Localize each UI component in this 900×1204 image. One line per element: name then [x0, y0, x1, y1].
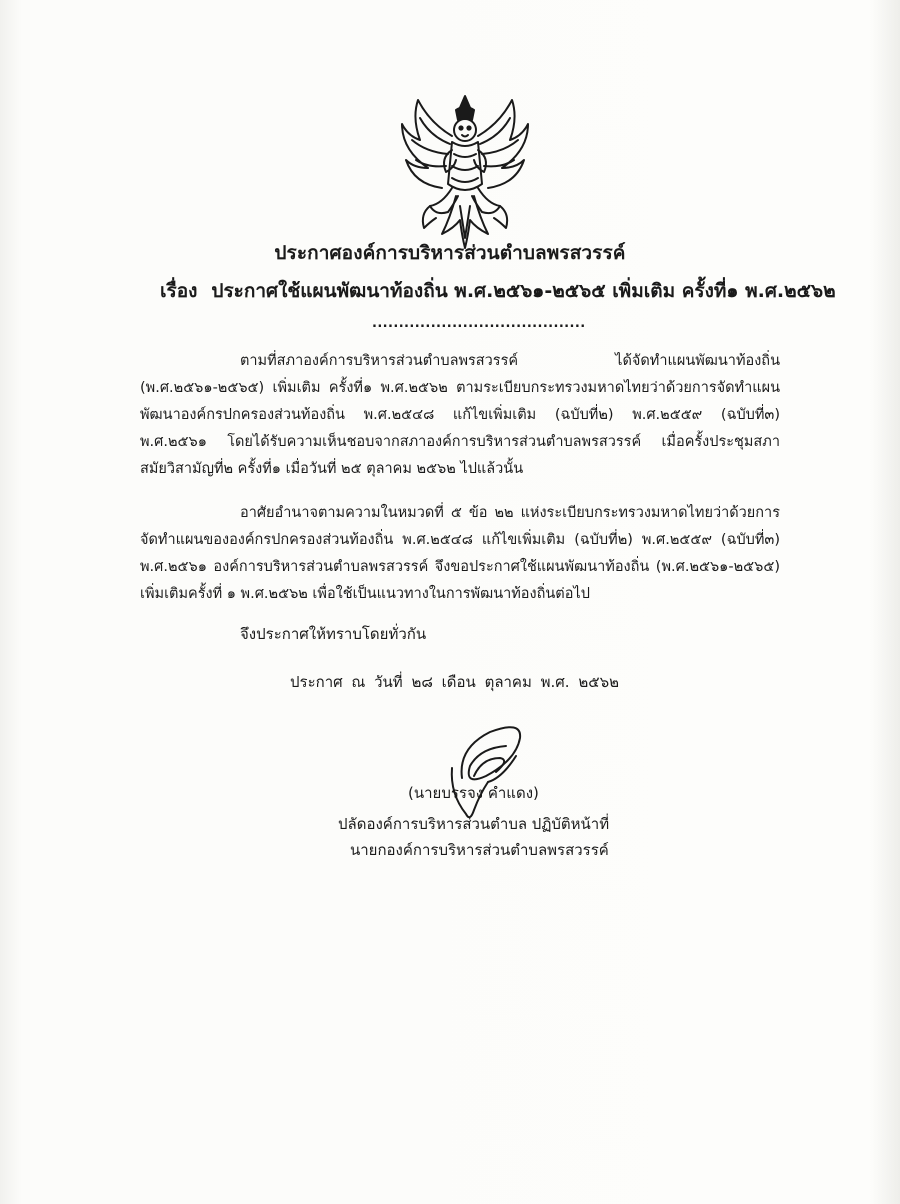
paragraph-2	[140, 500, 780, 608]
paragraph-2-text: อาศัยอำนาจตามความในหมวดที่ ๕ ข้อ ๒๒ แห่งระเบียบกระทรวงมหาดไทยว่าด้วยการจัดทำแผนขององค์กรปกครองส่วนท้องถิ่น พ.ศ.๒๕๔๘ แก้ไขเพิ่มเติม (ฉบับที่๒) พ.ศ.๒๕๕๙ (ฉบับที่๓) พ.ศ.๒๕๖๑ องค์การบริหารส่วนตำบลพรสวรรค์ จึงขอประกาศใช้แผนพัฒนาท้องถิ่น (พ.ศ.๒๕๖๑-๒๕๖๕) เพิ่มเติมครั้งที่ ๑ พ.ศ.๒๕๖๒ เพื่อใช้เป็นแนวทางในการพัฒนาท้องถิ่นต่อไป	[140, 505, 780, 602]
signatory-name: (นายบรรจง คำแดง)	[408, 784, 539, 802]
signatory-position-2: นายกองค์การบริหารส่วนตำบลพรสวรรค์	[350, 841, 609, 859]
garuda-emblem-icon	[390, 88, 540, 253]
organization-title: ประกาศองค์การบริหารส่วนตำบลพรสวรรค์	[274, 242, 626, 264]
announcement-date: ประกาศ ณ วันที่ ๒๘ เดือน ตุลาคม พ.ศ. ๒๕๖๒	[290, 673, 619, 691]
dotted-divider: ........................................	[372, 316, 586, 331]
signatory-position-1: ปลัดองค์การบริหารส่วนตำบล ปฏิบัติหน้าที่	[338, 815, 610, 833]
paragraph-1	[140, 348, 780, 483]
closing-statement: จึงประกาศให้ทราบโดยทั่วกัน	[240, 625, 427, 643]
subject-line	[160, 276, 836, 306]
paragraph-1-text: ตามที่สภาองค์การบริหารส่วนตำบลพรสวรรค์ ได้จัดทำแผนพัฒนาท้องถิ่น (พ.ศ.๒๕๖๑-๒๕๖๕) เพิ่มเติม ครั้งที่๑ พ.ศ.๒๕๖๒ ตามระเบียบกระทรวงมหาดไทยว่าด้วยการจัดทำแผนพัฒนาองค์กรปกครองส่วนท้องถิ่น พ.ศ.๒๕๔๘ แก้ไขเพิ่มเติม (ฉบับที่๒) พ.ศ.๒๕๕๙ (ฉบับที่๓) พ.ศ.๒๕๖๑ โดยได้รับความเห็นชอบจากสภาองค์การบริหารส่วนตำบลพรสวรรค์ เมื่อครั้งประชุมสภา สมัยวิสามัญที่๒ ครั้งที่๑ เมื่อวันที่ ๒๕ ตุลาคม ๒๕๖๒ ไปแล้วนั้น	[140, 353, 780, 477]
subject-label: เรื่อง	[160, 280, 198, 302]
subject-text: ประกาศใช้แผนพัฒนาท้องถิ่น พ.ศ.๒๕๖๑-๒๕๖๕ เพิ่มเติม ครั้งที่๑ พ.ศ.๒๕๖๒	[211, 280, 836, 302]
